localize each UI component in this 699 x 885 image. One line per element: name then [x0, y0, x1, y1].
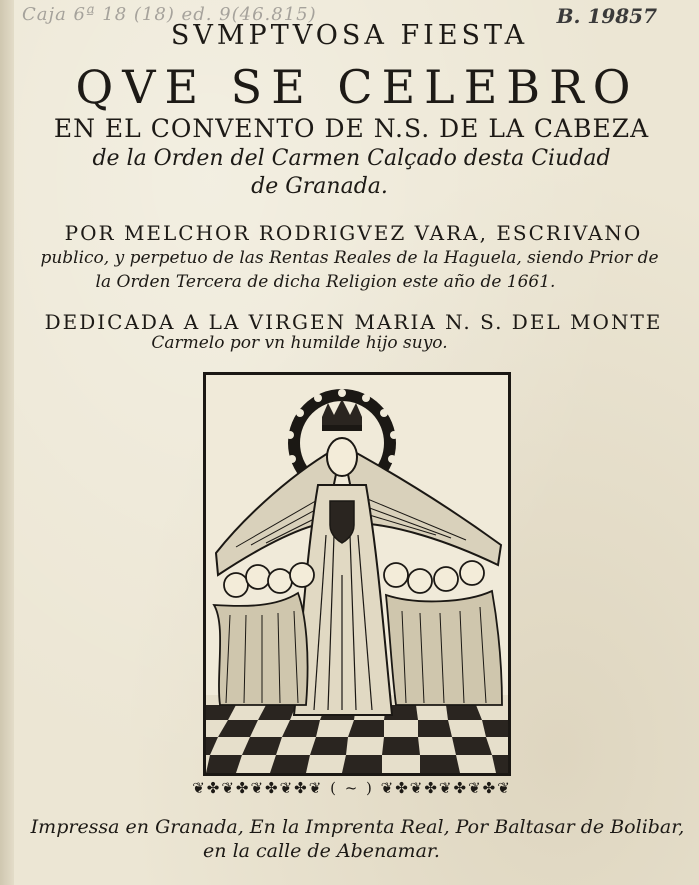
title-line-4: de la Orden del Carmen Calçado desta Ciudad [92, 146, 611, 171]
handwritten-archive-note: Caja 6ª 18 (18) ed. 9(46.815) [22, 4, 317, 25]
title-line-3: EN EL CONVENTO DE N.S. DE LA CABEZA [53, 114, 650, 143]
virgin-woodcut-illustration [203, 372, 511, 776]
woodcut-drawing [206, 375, 508, 773]
title-line-5: de Granada. [251, 174, 388, 199]
imprint-line-2: en la calle de Abenamar. [203, 840, 440, 862]
author-line-3: la Orden Tercera de dicha Religion este año de 1661. [95, 272, 556, 292]
virgin-face [327, 438, 357, 476]
decorative-ornament-band: ❦✤❦✤❦✤❦✤❦ ( ~ ) ❦✤❦✤❦✤❦✤❦ [192, 779, 512, 797]
author-line-2: publico, y perpetuo de las Rentas Reales de la Haguela, siendo Prior de [40, 248, 659, 268]
crowd-left [214, 563, 314, 705]
crown [322, 399, 362, 431]
author-line-1: POR MELCHOR RODRIGVEZ VARA, ESCRIVANO [64, 221, 643, 245]
dedication-line-2: Carmelo por vn humilde hijo suyo. [151, 333, 448, 353]
dedication-line-1: DEDICADA A LA VIRGEN MARIA N. S. DEL MONTE [44, 310, 663, 334]
title-line-1: SVMPTVOSA FIESTA [170, 20, 529, 51]
imprint-line-1: Impressa en Granada, En la Imprenta Real, Por Baltasar de Bolibar, [30, 816, 685, 838]
title-line-2: QVE SE CELEBRO [75, 60, 640, 114]
crowd-right [384, 561, 502, 705]
handwritten-shelfmark: B. 19857 [556, 4, 657, 28]
carmelite-shield [330, 501, 354, 543]
